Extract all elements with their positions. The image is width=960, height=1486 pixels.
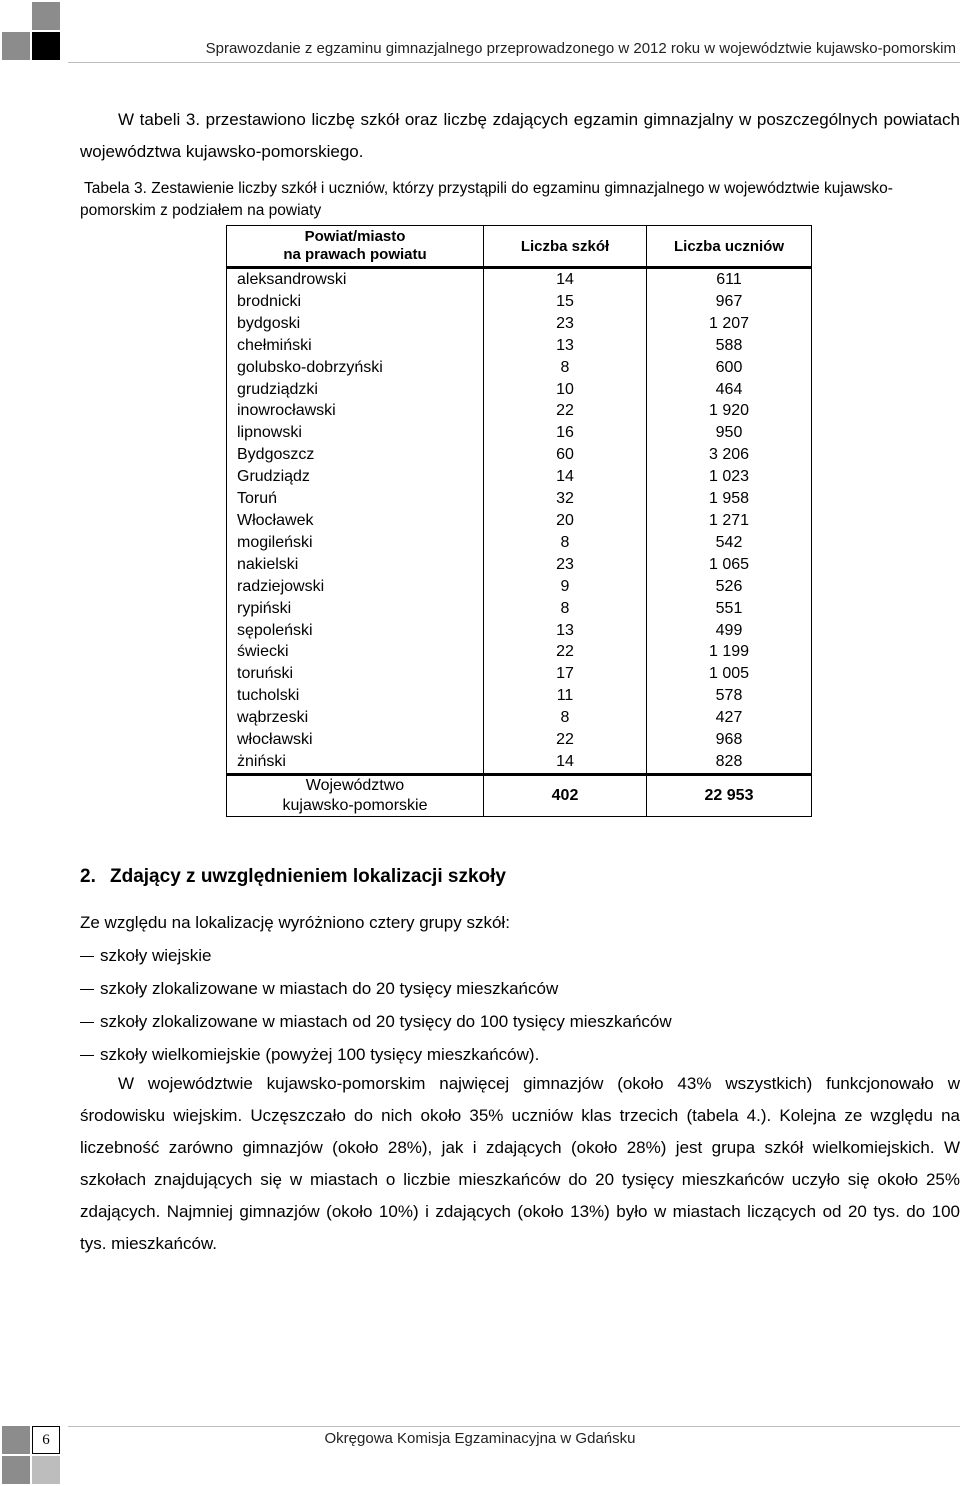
bullet-list — [80, 940, 960, 1072]
row-name: Toruń — [227, 488, 484, 510]
row-name: sępoleński — [227, 620, 484, 642]
row-name: Włocławek — [227, 510, 484, 532]
table-row — [227, 313, 812, 335]
section-heading — [80, 866, 960, 888]
table-row — [227, 729, 812, 751]
table-row — [227, 641, 812, 663]
row-schools: 13 — [484, 620, 647, 642]
intro-paragraph — [80, 104, 960, 168]
list-item-text: szkoły wiejskie — [100, 946, 212, 965]
row-schools: 11 — [484, 685, 647, 707]
row-schools: 14 — [484, 751, 647, 774]
row-schools: 23 — [484, 313, 647, 335]
footer-text: Okręgowa Komisja Egzaminacyjna w Gdańsku — [324, 1430, 636, 1447]
row-schools: 22 — [484, 641, 647, 663]
dash-icon — [80, 989, 94, 990]
row-schools: 8 — [484, 532, 647, 554]
row-students: 1 199 — [647, 641, 812, 663]
table-body — [227, 268, 812, 775]
table-row — [227, 663, 812, 685]
table-row — [227, 576, 812, 598]
list-item — [80, 973, 960, 1006]
table-row — [227, 335, 812, 357]
header-students: Liczba uczniów — [647, 226, 812, 268]
row-schools: 17 — [484, 663, 647, 685]
table-row — [227, 444, 812, 466]
table-caption — [80, 178, 960, 222]
row-schools: 14 — [484, 268, 647, 291]
table-row — [227, 554, 812, 576]
row-students: 427 — [647, 707, 812, 729]
total-label-line1: Województwo — [305, 776, 405, 794]
row-name: rypiński — [227, 598, 484, 620]
table-header-row — [227, 226, 812, 268]
table-row — [227, 532, 812, 554]
list-item-text: szkoły zlokalizowane w miastach do 20 tysięcy mieszkańców — [100, 979, 559, 998]
logo-square-bottom-right — [32, 32, 60, 60]
row-students: 464 — [647, 379, 812, 401]
row-schools: 14 — [484, 466, 647, 488]
total-label — [227, 774, 484, 816]
row-students: 588 — [647, 335, 812, 357]
table-row — [227, 268, 812, 291]
table-row — [227, 510, 812, 532]
row-schools: 23 — [484, 554, 647, 576]
row-schools: 8 — [484, 357, 647, 379]
section-title-text: Zdający z uwzględnieniem lokalizacji szkoły — [110, 866, 506, 887]
row-students: 1 271 — [647, 510, 812, 532]
row-students: 1 065 — [647, 554, 812, 576]
row-name: toruński — [227, 663, 484, 685]
row-schools: 20 — [484, 510, 647, 532]
row-schools: 13 — [484, 335, 647, 357]
row-schools: 8 — [484, 707, 647, 729]
row-name: golubsko-dobrzyński — [227, 357, 484, 379]
dash-icon — [80, 1022, 94, 1023]
total-students: 22 953 — [647, 774, 812, 816]
list-item — [80, 940, 960, 973]
body-paragraph-text: W województwie kujawsko-pomorskim najwięcej gimnazjów (około 43% wszystkich) funkcjonowało w środowisku wiejskim. Uczęszczało do nich około 35% uczniów klas trzecich (tabela 4.). Kolejna ze względu na liczebność zarówno gimnazjów (około 28%), jak i zdających (około 28%) jest grupa szkół wielkomiejskich. W szkołach znajdujących się w miastach o liczbie mieszkańców do 20 tysięcy mieszkańców uczyło się około 25% zdających. Najmniej gimnazjów (około 10%) i zdających (około 13%) było w miastach liczących od 20 tys. do 100 tys. mieszkańców. — [80, 1074, 960, 1253]
table-row — [227, 620, 812, 642]
header-schools: Liczba szkół — [484, 226, 647, 268]
row-name: Bydgoszcz — [227, 444, 484, 466]
table-row — [227, 422, 812, 444]
row-students: 551 — [647, 598, 812, 620]
row-students: 828 — [647, 751, 812, 774]
logo-square-top-right — [32, 2, 60, 30]
row-schools: 15 — [484, 291, 647, 313]
table-row — [227, 488, 812, 510]
footer-square-bottom-left — [2, 1456, 30, 1484]
row-schools: 10 — [484, 379, 647, 401]
intro-text: W tabeli 3. przestawiono liczbę szkół oraz liczbę zdających egzamin gimnazjalny w poszczególnych powiatach województwa kujawsko-pomorskiego. — [80, 110, 960, 161]
table-row — [227, 400, 812, 422]
row-students: 1 005 — [647, 663, 812, 685]
row-name: włocławski — [227, 729, 484, 751]
table-row — [227, 379, 812, 401]
header-rule — [68, 62, 960, 63]
row-name: mogileński — [227, 532, 484, 554]
row-name: bydgoski — [227, 313, 484, 335]
running-header: Sprawozdanie z egzaminu gimnazjalnego przeprowadzonego w 2012 roku w województwie kujawsko-pomorskim — [205, 40, 956, 57]
total-schools: 402 — [484, 774, 647, 816]
row-name: tucholski — [227, 685, 484, 707]
table-row — [227, 685, 812, 707]
row-students: 1 207 — [647, 313, 812, 335]
row-name: radziejowski — [227, 576, 484, 598]
row-name: Grudziądz — [227, 466, 484, 488]
row-schools: 8 — [484, 598, 647, 620]
row-schools: 32 — [484, 488, 647, 510]
row-name: świecki — [227, 641, 484, 663]
row-students: 578 — [647, 685, 812, 707]
lead-text: Ze względu na lokalizację wyróżniono cztery grupy szkół: — [80, 913, 510, 932]
dash-icon — [80, 956, 94, 957]
row-schools: 60 — [484, 444, 647, 466]
header-powiat-line1: Powiat/miasto — [304, 228, 406, 245]
schools-table — [226, 225, 812, 817]
total-label-line2: kujawsko-pomorskie — [282, 796, 428, 814]
row-name: aleksandrowski — [227, 268, 484, 291]
table-row — [227, 357, 812, 379]
row-name: brodnicki — [227, 291, 484, 313]
header-powiat — [227, 226, 484, 268]
row-schools: 22 — [484, 729, 647, 751]
page-number: 6 — [32, 1426, 60, 1454]
header-powiat-line2: na prawach powiatu — [283, 246, 427, 263]
row-students: 542 — [647, 532, 812, 554]
logo-square-bottom-left — [2, 32, 30, 60]
list-item-text: szkoły wielkomiejskie (powyżej 100 tysięcy mieszkańców). — [100, 1045, 540, 1064]
row-students: 1 958 — [647, 488, 812, 510]
row-name: żniński — [227, 751, 484, 774]
row-schools: 16 — [484, 422, 647, 444]
table-total-row — [227, 774, 812, 816]
row-name: wąbrzeski — [227, 707, 484, 729]
row-students: 967 — [647, 291, 812, 313]
table-row — [227, 598, 812, 620]
table-row — [227, 707, 812, 729]
section-number: 2. — [80, 866, 96, 887]
table-caption-label: Tabela 3. — [84, 180, 147, 197]
row-students: 3 206 — [647, 444, 812, 466]
footer-square-bottom-right — [32, 1456, 60, 1484]
list-item — [80, 1006, 960, 1039]
row-name: grudziądzki — [227, 379, 484, 401]
row-students: 950 — [647, 422, 812, 444]
row-name: nakielski — [227, 554, 484, 576]
row-students: 526 — [647, 576, 812, 598]
body-paragraph — [80, 1068, 960, 1260]
row-students: 1 920 — [647, 400, 812, 422]
list-item-text: szkoły zlokalizowane w miastach od 20 tysięcy do 100 tysięcy mieszkańców — [100, 1012, 672, 1031]
row-students: 499 — [647, 620, 812, 642]
table-row — [227, 751, 812, 774]
row-name: lipnowski — [227, 422, 484, 444]
table-row — [227, 291, 812, 313]
row-students: 968 — [647, 729, 812, 751]
row-students: 1 023 — [647, 466, 812, 488]
row-students: 611 — [647, 268, 812, 291]
row-schools: 9 — [484, 576, 647, 598]
footer-rule — [68, 1426, 960, 1427]
row-name: inowrocławski — [227, 400, 484, 422]
dash-icon — [80, 1055, 94, 1056]
row-students: 600 — [647, 357, 812, 379]
table-row — [227, 466, 812, 488]
row-name: chełmiński — [227, 335, 484, 357]
row-schools: 22 — [484, 400, 647, 422]
table-caption-text: Zestawienie liczby szkół i uczniów, którzy przystąpili do egzaminu gimnazjalnego w województwie kujawsko-pomorskim z podziałem na powiaty — [80, 180, 893, 219]
